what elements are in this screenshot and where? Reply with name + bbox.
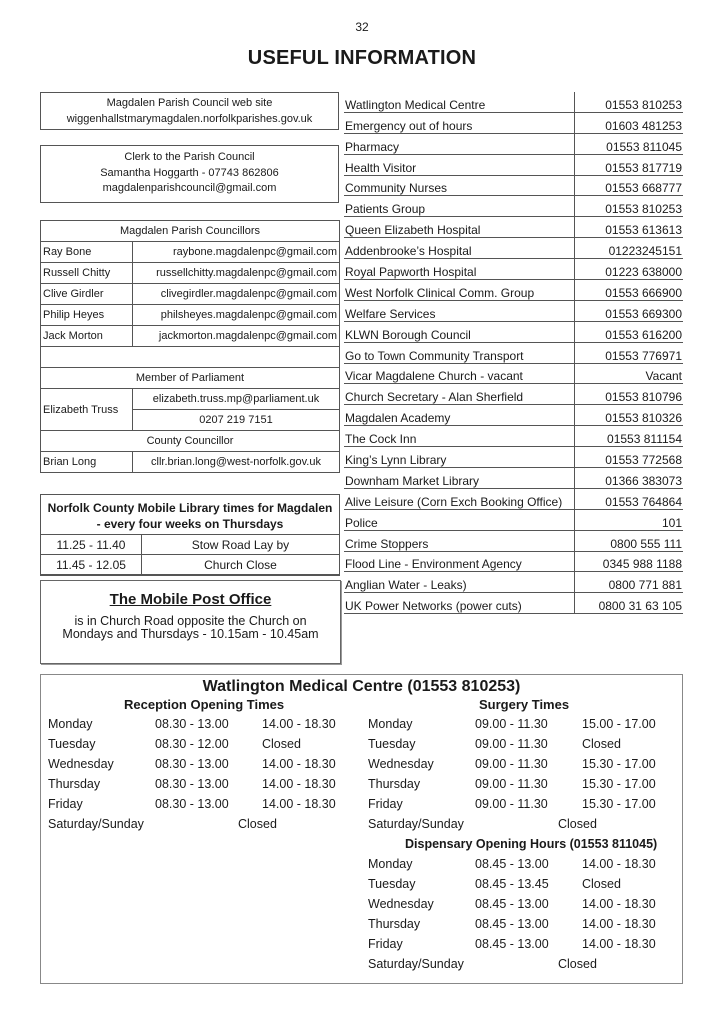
directory-phone[interactable]: 01553 776971: [605, 348, 682, 363]
table-row: [344, 405, 683, 426]
schedule-day: Wednesday: [368, 897, 434, 911]
schedule-morning: 08.45 - 13.00: [475, 857, 549, 871]
county-email[interactable]: cllr.brian.long@west-norfolk.gov.uk: [133, 452, 340, 473]
directory-name: Patients Group: [344, 196, 575, 216]
councillor-email[interactable]: clivegirdler.magdalenpc@gmail.com: [133, 284, 340, 305]
directory-phone[interactable]: 01223245151: [608, 244, 682, 259]
councillor-name: Philip Heyes: [41, 305, 133, 326]
directory-phone[interactable]: 01553 817719: [605, 160, 682, 175]
councillor-email[interactable]: philsheyes.magdalenpc@gmail.com: [133, 305, 340, 326]
schedule-afternoon: 15.30 - 17.00: [582, 777, 656, 791]
table-row: [344, 531, 683, 552]
directory-phone[interactable]: 0800 555 111: [610, 536, 682, 551]
directory-phone[interactable]: 0345 988 1188: [602, 557, 682, 572]
table-row: [344, 259, 683, 280]
table-row: [344, 364, 683, 385]
directory-name: Emergency out of hours: [344, 113, 575, 133]
schedule-afternoon: 14.00 - 18.30: [262, 757, 336, 771]
page-number: 32: [355, 20, 369, 34]
schedule-afternoon: 15.00 - 17.00: [582, 717, 656, 731]
table-row: [344, 155, 683, 176]
councillor-name: Russell Chitty: [41, 263, 133, 284]
directory-name: Go to Town Community Transport: [344, 343, 575, 363]
directory-phone[interactable]: 01553 666900: [605, 285, 682, 300]
table-row: [41, 263, 340, 284]
table-row: [344, 426, 683, 447]
schedule-afternoon: Closed: [582, 737, 621, 751]
table-row: [344, 593, 683, 614]
directory-name: Queen Elizabeth Hospital: [344, 217, 575, 237]
directory-name: Magdalen Academy: [344, 405, 575, 425]
directory-name: Flood Line - Environment Agency: [344, 552, 575, 572]
table-row: [344, 468, 683, 489]
schedule-afternoon: 15.30 - 17.00: [582, 797, 656, 811]
schedule-morning: 08.45 - 13.45: [475, 877, 549, 891]
page-title: USEFUL INFORMATION: [247, 47, 477, 69]
mp-email[interactable]: elizabeth.truss.mp@parliament.uk: [133, 389, 340, 410]
schedule-day: Saturday/Sunday: [48, 817, 144, 831]
schedule-day: Tuesday: [368, 737, 416, 751]
directory-name: Church Secretary - Alan Sherfield: [344, 384, 575, 404]
library-time: 11.25 - 11.40: [41, 535, 142, 555]
directory-phone[interactable]: 01553 810253: [605, 202, 682, 217]
schedule-day: Monday: [368, 717, 413, 731]
councillors-table: [40, 220, 340, 473]
reception-heading: Reception Opening Times: [124, 697, 285, 712]
schedule-morning: 09.00 - 11.30: [475, 757, 548, 771]
table-row: [344, 322, 683, 343]
schedule-afternoon: 14.00 - 18.30: [582, 917, 656, 931]
schedule-morning: 09.00 - 11.30: [475, 717, 548, 731]
table-row: [41, 305, 340, 326]
library-place: Church Close: [142, 555, 340, 575]
library-heading: Norfolk County Mobile Library times for Magdalen - every four weeks on Thursdays: [47, 501, 333, 531]
directory-name: Health Visitor: [344, 155, 575, 175]
directory-phone[interactable]: 01553 764864: [605, 494, 682, 509]
schedule-day: Thursday: [368, 917, 421, 931]
dispensary-heading: Dispensary Opening Hours (01553 811045): [405, 837, 658, 851]
county-name: Brian Long: [41, 452, 133, 473]
schedule-day: Tuesday: [48, 737, 96, 751]
councillor-email[interactable]: raybone.magdalenpc@gmail.com: [133, 242, 340, 263]
schedule-weekend-status: Closed: [238, 817, 277, 831]
schedule-morning: 09.00 - 11.30: [475, 777, 548, 791]
table-row: [344, 301, 683, 322]
directory-name: Crime Stoppers: [344, 531, 575, 551]
councillors-heading: Magdalen Parish Councillors: [41, 221, 340, 242]
schedule-day: Wednesday: [48, 757, 114, 771]
table-row: [344, 238, 683, 259]
schedule-morning: 08.30 - 13.00: [155, 757, 229, 771]
post-office-box: [40, 580, 341, 664]
schedule-morning: 08.30 - 13.00: [155, 717, 229, 731]
phone-directory: [344, 92, 683, 614]
directory-name: Community Nurses: [344, 176, 575, 196]
library-time: 11.45 - 12.05: [41, 555, 142, 575]
schedule-afternoon: 14.00 - 18.30: [582, 897, 656, 911]
councillor-email[interactable]: jackmorton.magdalenpc@gmail.com: [133, 326, 340, 347]
directory-phone[interactable]: 01553 810796: [605, 390, 682, 405]
schedule-morning: 08.30 - 12.00: [155, 737, 229, 751]
table-row: [344, 572, 683, 593]
table-row: [41, 555, 340, 575]
table-row: [344, 92, 683, 113]
directory-phone[interactable]: 01553 810326: [605, 411, 682, 426]
schedule-weekend-status: Closed: [558, 957, 597, 971]
schedule-day: Thursday: [48, 777, 101, 791]
directory-name: Downham Market Library: [344, 468, 575, 488]
schedule-morning: 09.00 - 11.30: [475, 797, 548, 811]
councillor-name: Ray Bone: [41, 242, 133, 263]
directory-phone[interactable]: 01223 638000: [605, 265, 682, 280]
schedule-day: Saturday/Sunday: [368, 957, 464, 971]
website-url[interactable]: wiggenhallstmarymagdalen.norfolkparishes.gov.uk: [66, 112, 313, 125]
schedule-day: Monday: [48, 717, 93, 731]
library-box: [40, 494, 340, 576]
library-table: [40, 534, 340, 575]
directory-phone[interactable]: 0800 771 881: [608, 578, 682, 593]
table-row: [344, 280, 683, 301]
table-row: [344, 510, 683, 531]
table-row: [344, 176, 683, 197]
table-row: [344, 552, 683, 573]
directory-name: Addenbrooke’s Hospital: [344, 238, 575, 258]
schedule-afternoon: Closed: [582, 877, 621, 891]
directory-name: Vicar Magdalene Church - vacant: [344, 364, 575, 384]
schedule-day: Monday: [368, 857, 413, 871]
spacer-row: [41, 347, 340, 368]
mp-name: Elizabeth Truss: [41, 389, 133, 431]
schedule-afternoon: 14.00 - 18.30: [582, 937, 656, 951]
website-heading: Magdalen Parish Council web site: [106, 97, 273, 109]
mp-phone: 0207 219 7151: [133, 410, 340, 431]
directory-name: Alive Leisure (Corn Exch Booking Office): [344, 489, 575, 509]
website-box: [40, 92, 339, 130]
clerk-box: [40, 145, 339, 203]
table-row: [344, 343, 683, 364]
directory-name: UK Power Networks (power cuts): [344, 593, 575, 613]
directory-phone[interactable]: 01553 613613: [605, 223, 682, 238]
schedule-afternoon: 14.00 - 18.30: [262, 797, 336, 811]
table-row: [344, 196, 683, 217]
schedule-afternoon: 14.00 - 18.30: [262, 777, 336, 791]
directory-phone[interactable]: 01553 668777: [605, 181, 682, 196]
table-row: [344, 384, 683, 405]
schedule-morning: 08.45 - 13.00: [475, 937, 549, 951]
schedule-morning: 08.30 - 13.00: [155, 777, 229, 791]
library-place: Stow Road Lay by: [142, 535, 340, 555]
schedule-day: Saturday/Sunday: [368, 817, 464, 831]
directory-phone[interactable]: 01553 810253: [605, 97, 682, 112]
councillor-name: Jack Morton: [41, 326, 133, 347]
directory-phone[interactable]: 01553 811154: [607, 432, 682, 447]
directory-name: Watlington Medical Centre: [344, 92, 575, 112]
schedule-morning: 09.00 - 11.30: [475, 737, 548, 751]
clerk-email[interactable]: magdalenparishcouncil@gmail.com: [102, 182, 277, 194]
directory-name: Anglian Water - Leaks): [344, 572, 575, 592]
schedule-day: Friday: [368, 937, 403, 951]
table-row: [344, 447, 683, 468]
table-row: [344, 134, 683, 155]
directory-name: Police: [344, 510, 575, 530]
post-office-heading: The Mobile Post Office: [109, 591, 272, 608]
schedule-day: Tuesday: [368, 877, 416, 891]
directory-phone[interactable]: 0800 31 63 105: [598, 599, 682, 614]
directory-phone[interactable]: 101: [661, 515, 682, 530]
schedule-afternoon: 14.00 - 18.30: [582, 857, 656, 871]
surgery-heading: Surgery Times: [479, 697, 570, 712]
directory-phone[interactable]: 01553 669300: [605, 306, 682, 321]
directory-name: West Norfolk Clinical Comm. Group: [344, 280, 575, 300]
table-row: [41, 326, 340, 347]
directory-name: King’s Lynn Library: [344, 447, 575, 467]
table-row: [41, 284, 340, 305]
directory-phone[interactable]: 01366 383073: [605, 473, 682, 488]
directory-phone[interactable]: 01553 616200: [605, 327, 682, 342]
schedule-day: Wednesday: [368, 757, 434, 771]
schedule-morning: 08.30 - 13.00: [155, 797, 229, 811]
directory-phone[interactable]: 01553 772568: [605, 453, 682, 468]
table-row: [344, 113, 683, 134]
schedule-day: Friday: [368, 797, 403, 811]
schedule-day: Thursday: [368, 777, 421, 791]
directory-name: Welfare Services: [344, 301, 575, 321]
medical-centre-box: [40, 674, 683, 984]
table-row: [41, 535, 340, 555]
clerk-heading: Clerk to the Parish Council: [124, 151, 255, 163]
directory-name: Pharmacy: [344, 134, 575, 154]
directory-name: Royal Papworth Hospital: [344, 259, 575, 279]
directory-name: The Cock Inn: [344, 426, 575, 446]
directory-phone[interactable]: 01603 481253: [605, 118, 682, 133]
directory-name: KLWN Borough Council: [344, 322, 575, 342]
schedule-afternoon: Closed: [262, 737, 301, 751]
schedule-afternoon: 15.30 - 17.00: [582, 757, 656, 771]
schedule-afternoon: 14.00 - 18.30: [262, 717, 336, 731]
directory-phone[interactable]: Vacant: [645, 369, 682, 384]
table-row: [344, 489, 683, 510]
directory-phone[interactable]: 01553 811045: [606, 139, 682, 154]
county-heading: County Councillor: [41, 431, 340, 452]
schedule-day: Friday: [48, 797, 83, 811]
table-row: [344, 217, 683, 238]
post-office-text: is in Church Road opposite the Church on Mondays and Thursdays - 10.15am - 10.45am: [62, 614, 319, 641]
table-row: [41, 242, 340, 263]
schedule-weekend-status: Closed: [558, 817, 597, 831]
medical-title: Watlington Medical Centre (01553 810253): [202, 678, 521, 695]
schedule-morning: 08.45 - 13.00: [475, 917, 549, 931]
schedule-morning: 08.45 - 13.00: [475, 897, 549, 911]
councillor-email[interactable]: russellchitty.magdalenpc@gmail.com: [133, 263, 340, 284]
mp-heading: Member of Parliament: [41, 368, 340, 389]
clerk-name-phone: Samantha Hoggarth - 07743 862806: [100, 166, 279, 179]
councillor-name: Clive Girdler: [41, 284, 133, 305]
